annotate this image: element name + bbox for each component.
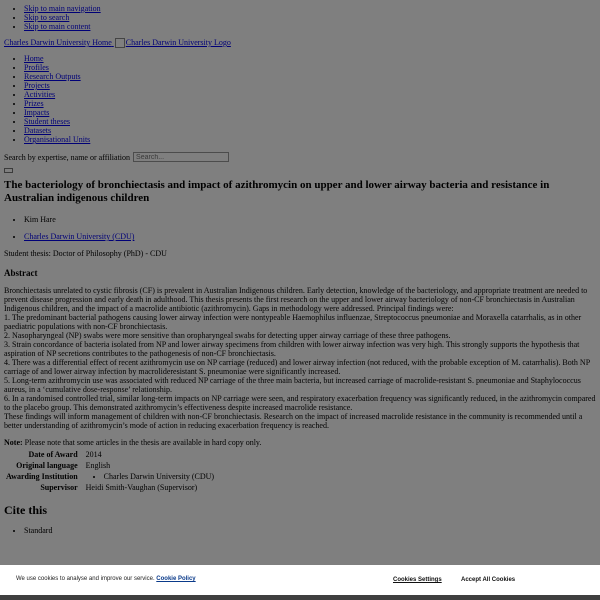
overlay-bottom-strip	[0, 595, 600, 600]
cookie-message	[16, 576, 196, 582]
accept-all-cookies-button[interactable]: Accept All Cookies	[461, 577, 516, 583]
cookie-message-text: We use cookies to analyse and improve our service.	[16, 576, 155, 582]
cookie-policy-link[interactable]: Cookie Policy	[156, 576, 196, 582]
cookies-settings-button[interactable]: Cookies Settings	[393, 577, 442, 583]
cookie-banner	[0, 565, 600, 595]
